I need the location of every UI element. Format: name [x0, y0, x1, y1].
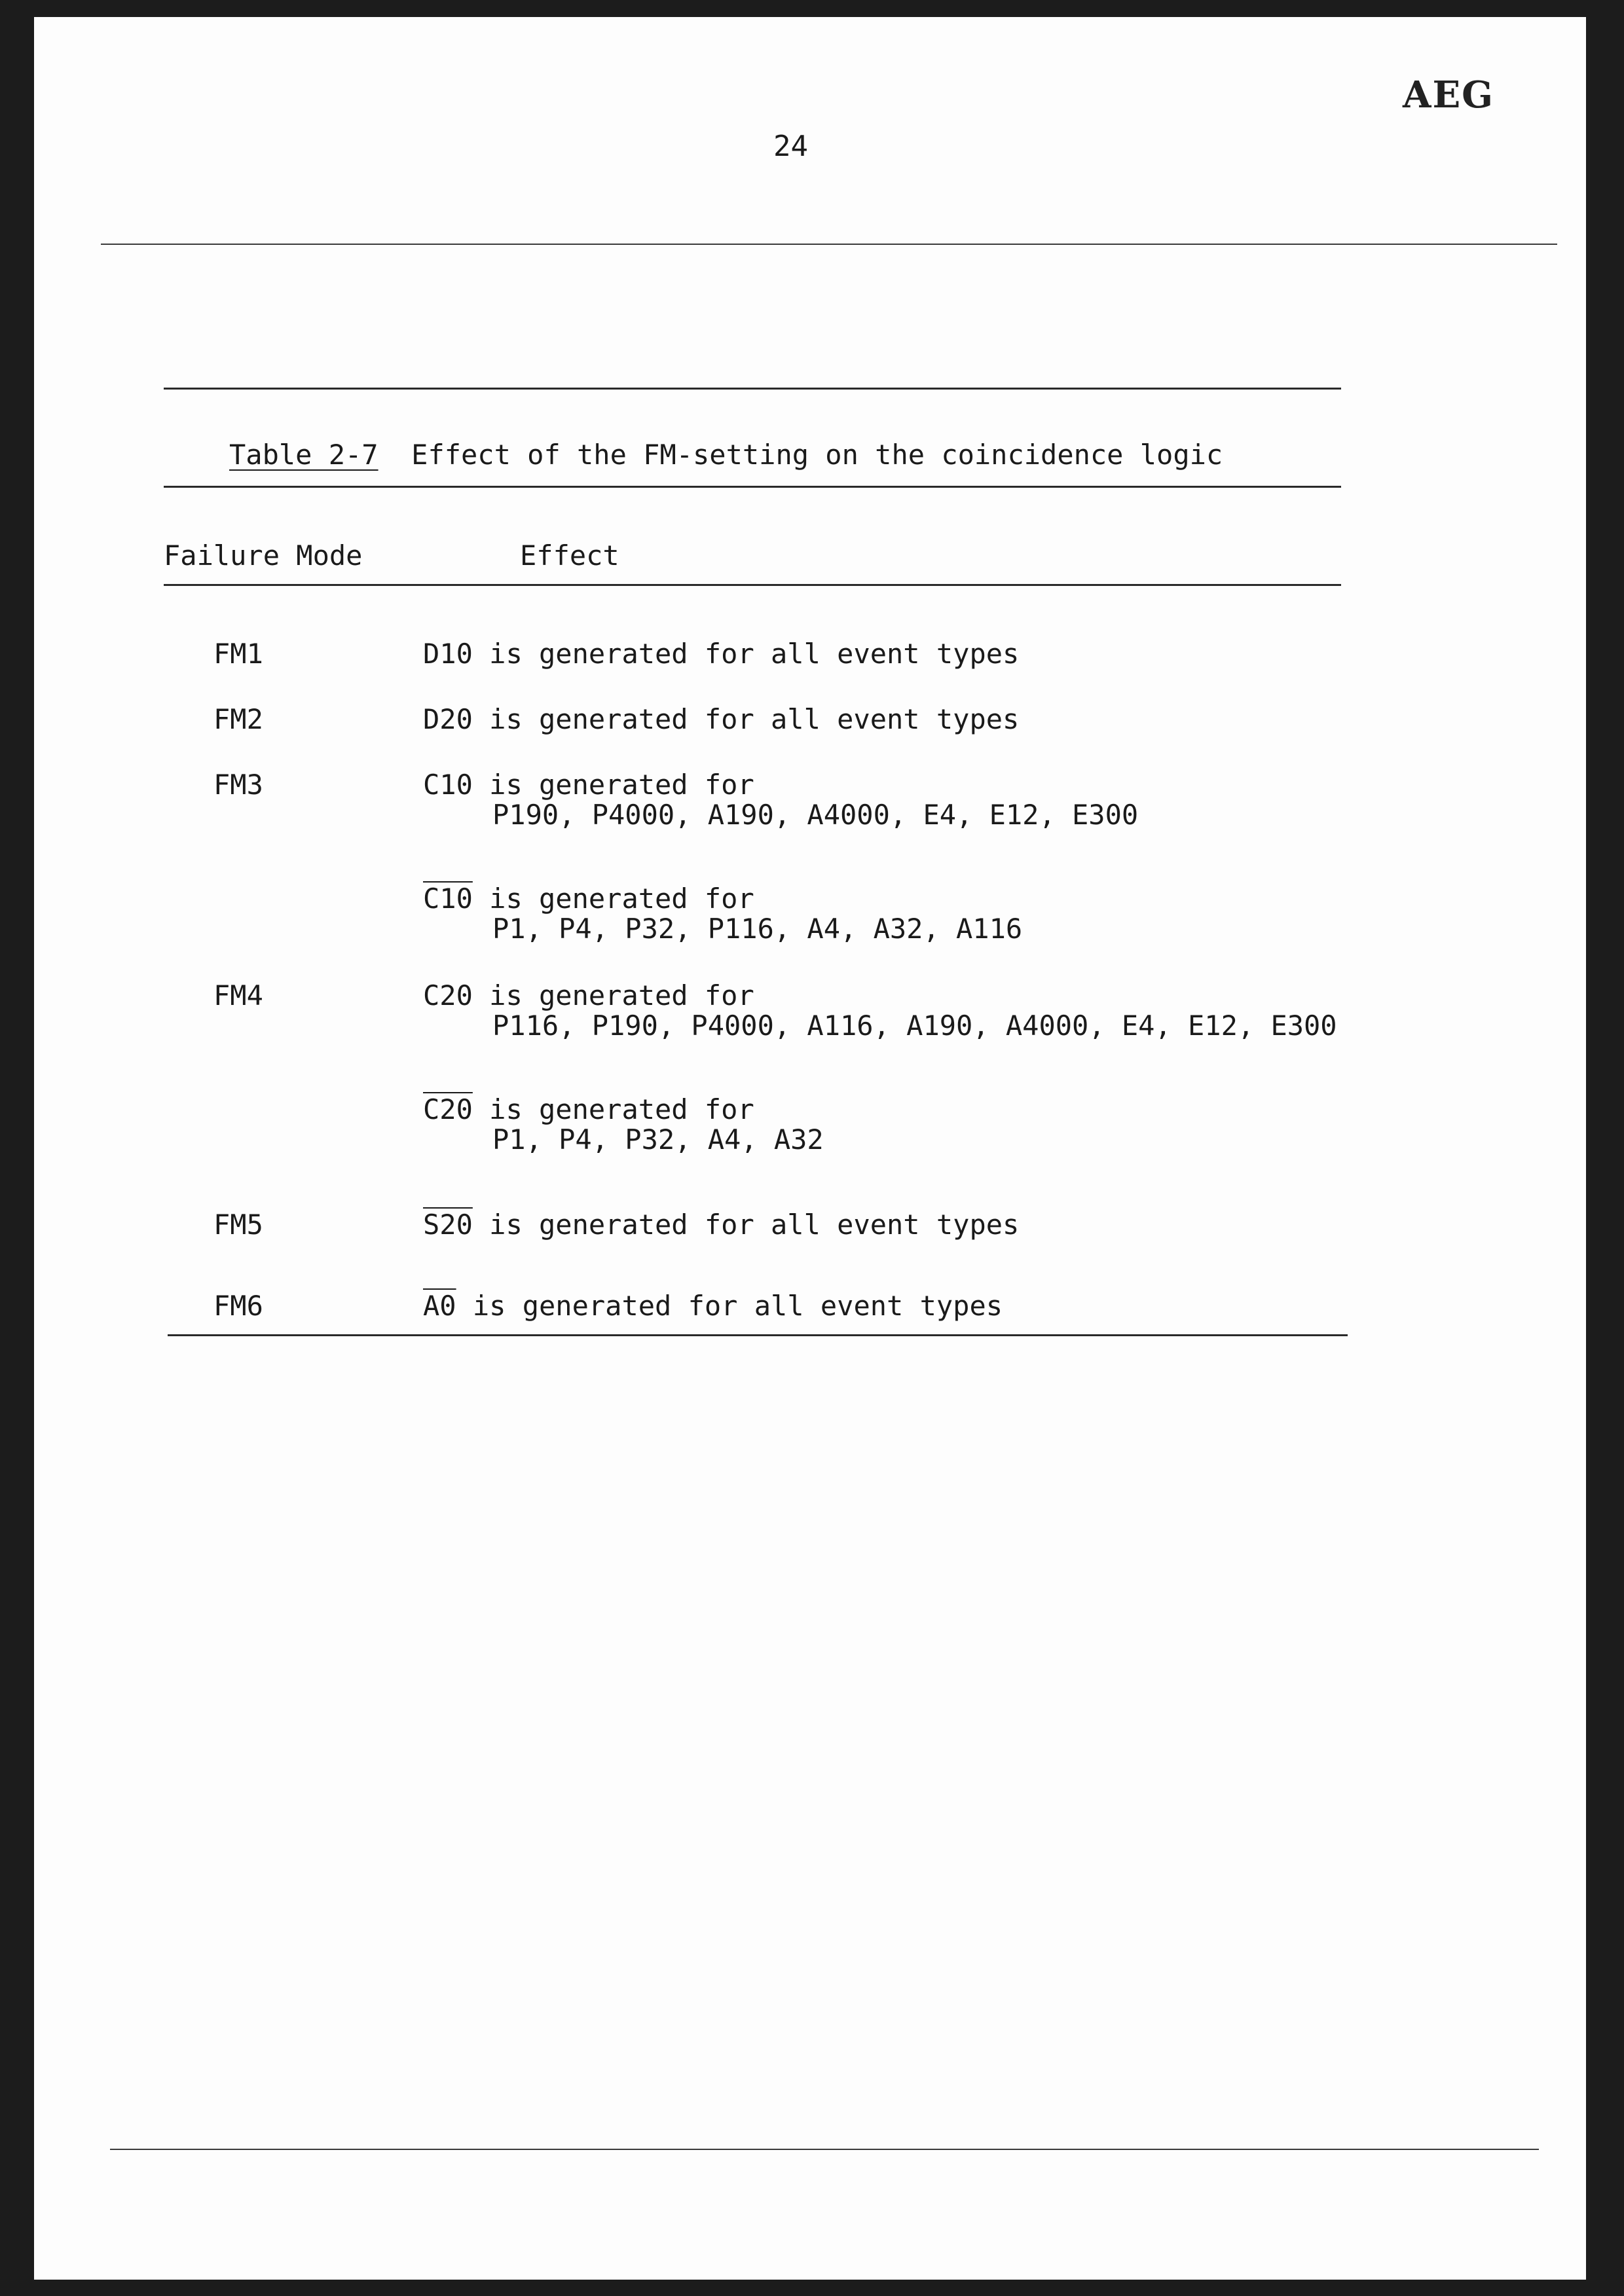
- negated-signal-name: S20: [423, 1209, 473, 1241]
- negated-signal-name: A0: [423, 1290, 456, 1322]
- column-header-effect: Effect: [520, 539, 619, 572]
- table-caption-label: Table 2-7: [229, 439, 378, 471]
- row-mode: FM3: [213, 769, 263, 801]
- document-page: [34, 17, 1586, 2280]
- page-number: 24: [773, 130, 808, 163]
- table-caption-text: Effect of the FM-setting on the coincidence logic: [411, 439, 1223, 471]
- signal-name: D10: [423, 638, 473, 670]
- row-effect: [423, 1291, 1003, 1321]
- effect-text: is generated for: [489, 883, 754, 915]
- signal-name: C10: [423, 769, 473, 801]
- row-effect: [423, 770, 754, 800]
- event-type-list: P190, P4000, A190, A4000, E4, E12, E300: [492, 799, 1139, 831]
- footer-divider: [110, 2149, 1539, 2150]
- company-logo: AEG: [1403, 73, 1494, 117]
- effect-text: is generated for all event types: [489, 638, 1020, 670]
- row-effect: [423, 639, 1019, 669]
- table-bottom-rule: [168, 1334, 1348, 1336]
- row-mode: FM5: [213, 1209, 263, 1241]
- header-divider: [101, 244, 1557, 245]
- signal-name: D20: [423, 703, 473, 735]
- row-effect: [423, 1210, 1019, 1240]
- effect-text: is generated for: [489, 769, 754, 801]
- column-header-failure-mode: Failure Mode: [164, 539, 363, 572]
- row-mode: FM1: [213, 638, 263, 670]
- negated-signal-name: C10: [423, 883, 473, 915]
- row-mode: FM6: [213, 1290, 263, 1322]
- event-type-list: P116, P190, P4000, A116, A190, A4000, E4, E12, E300: [492, 1010, 1337, 1042]
- event-type-list: P1, P4, P32, P116, A4, A32, A116: [492, 913, 1023, 945]
- caption-rule: [164, 486, 1341, 488]
- effect-text: is generated for: [489, 979, 754, 1011]
- header-rule: [164, 584, 1341, 586]
- effect-text: is generated for all event types: [489, 1209, 1020, 1241]
- signal-name: C20: [423, 979, 473, 1011]
- table-caption: [229, 440, 1223, 470]
- row-effect: [423, 884, 754, 914]
- effect-text: is generated for: [489, 1093, 754, 1125]
- row-mode: FM2: [213, 703, 263, 735]
- effect-text: is generated for all event types: [489, 703, 1020, 735]
- event-type-list: P1, P4, P32, A4, A32: [492, 1123, 824, 1156]
- effect-text: is generated for all event types: [472, 1290, 1003, 1322]
- row-effect: [423, 704, 1019, 735]
- negated-signal-name: C20: [423, 1093, 473, 1125]
- row-effect: [423, 1095, 754, 1125]
- table-top-rule: [164, 388, 1341, 390]
- row-effect: [423, 981, 754, 1011]
- row-mode: FM4: [213, 979, 263, 1011]
